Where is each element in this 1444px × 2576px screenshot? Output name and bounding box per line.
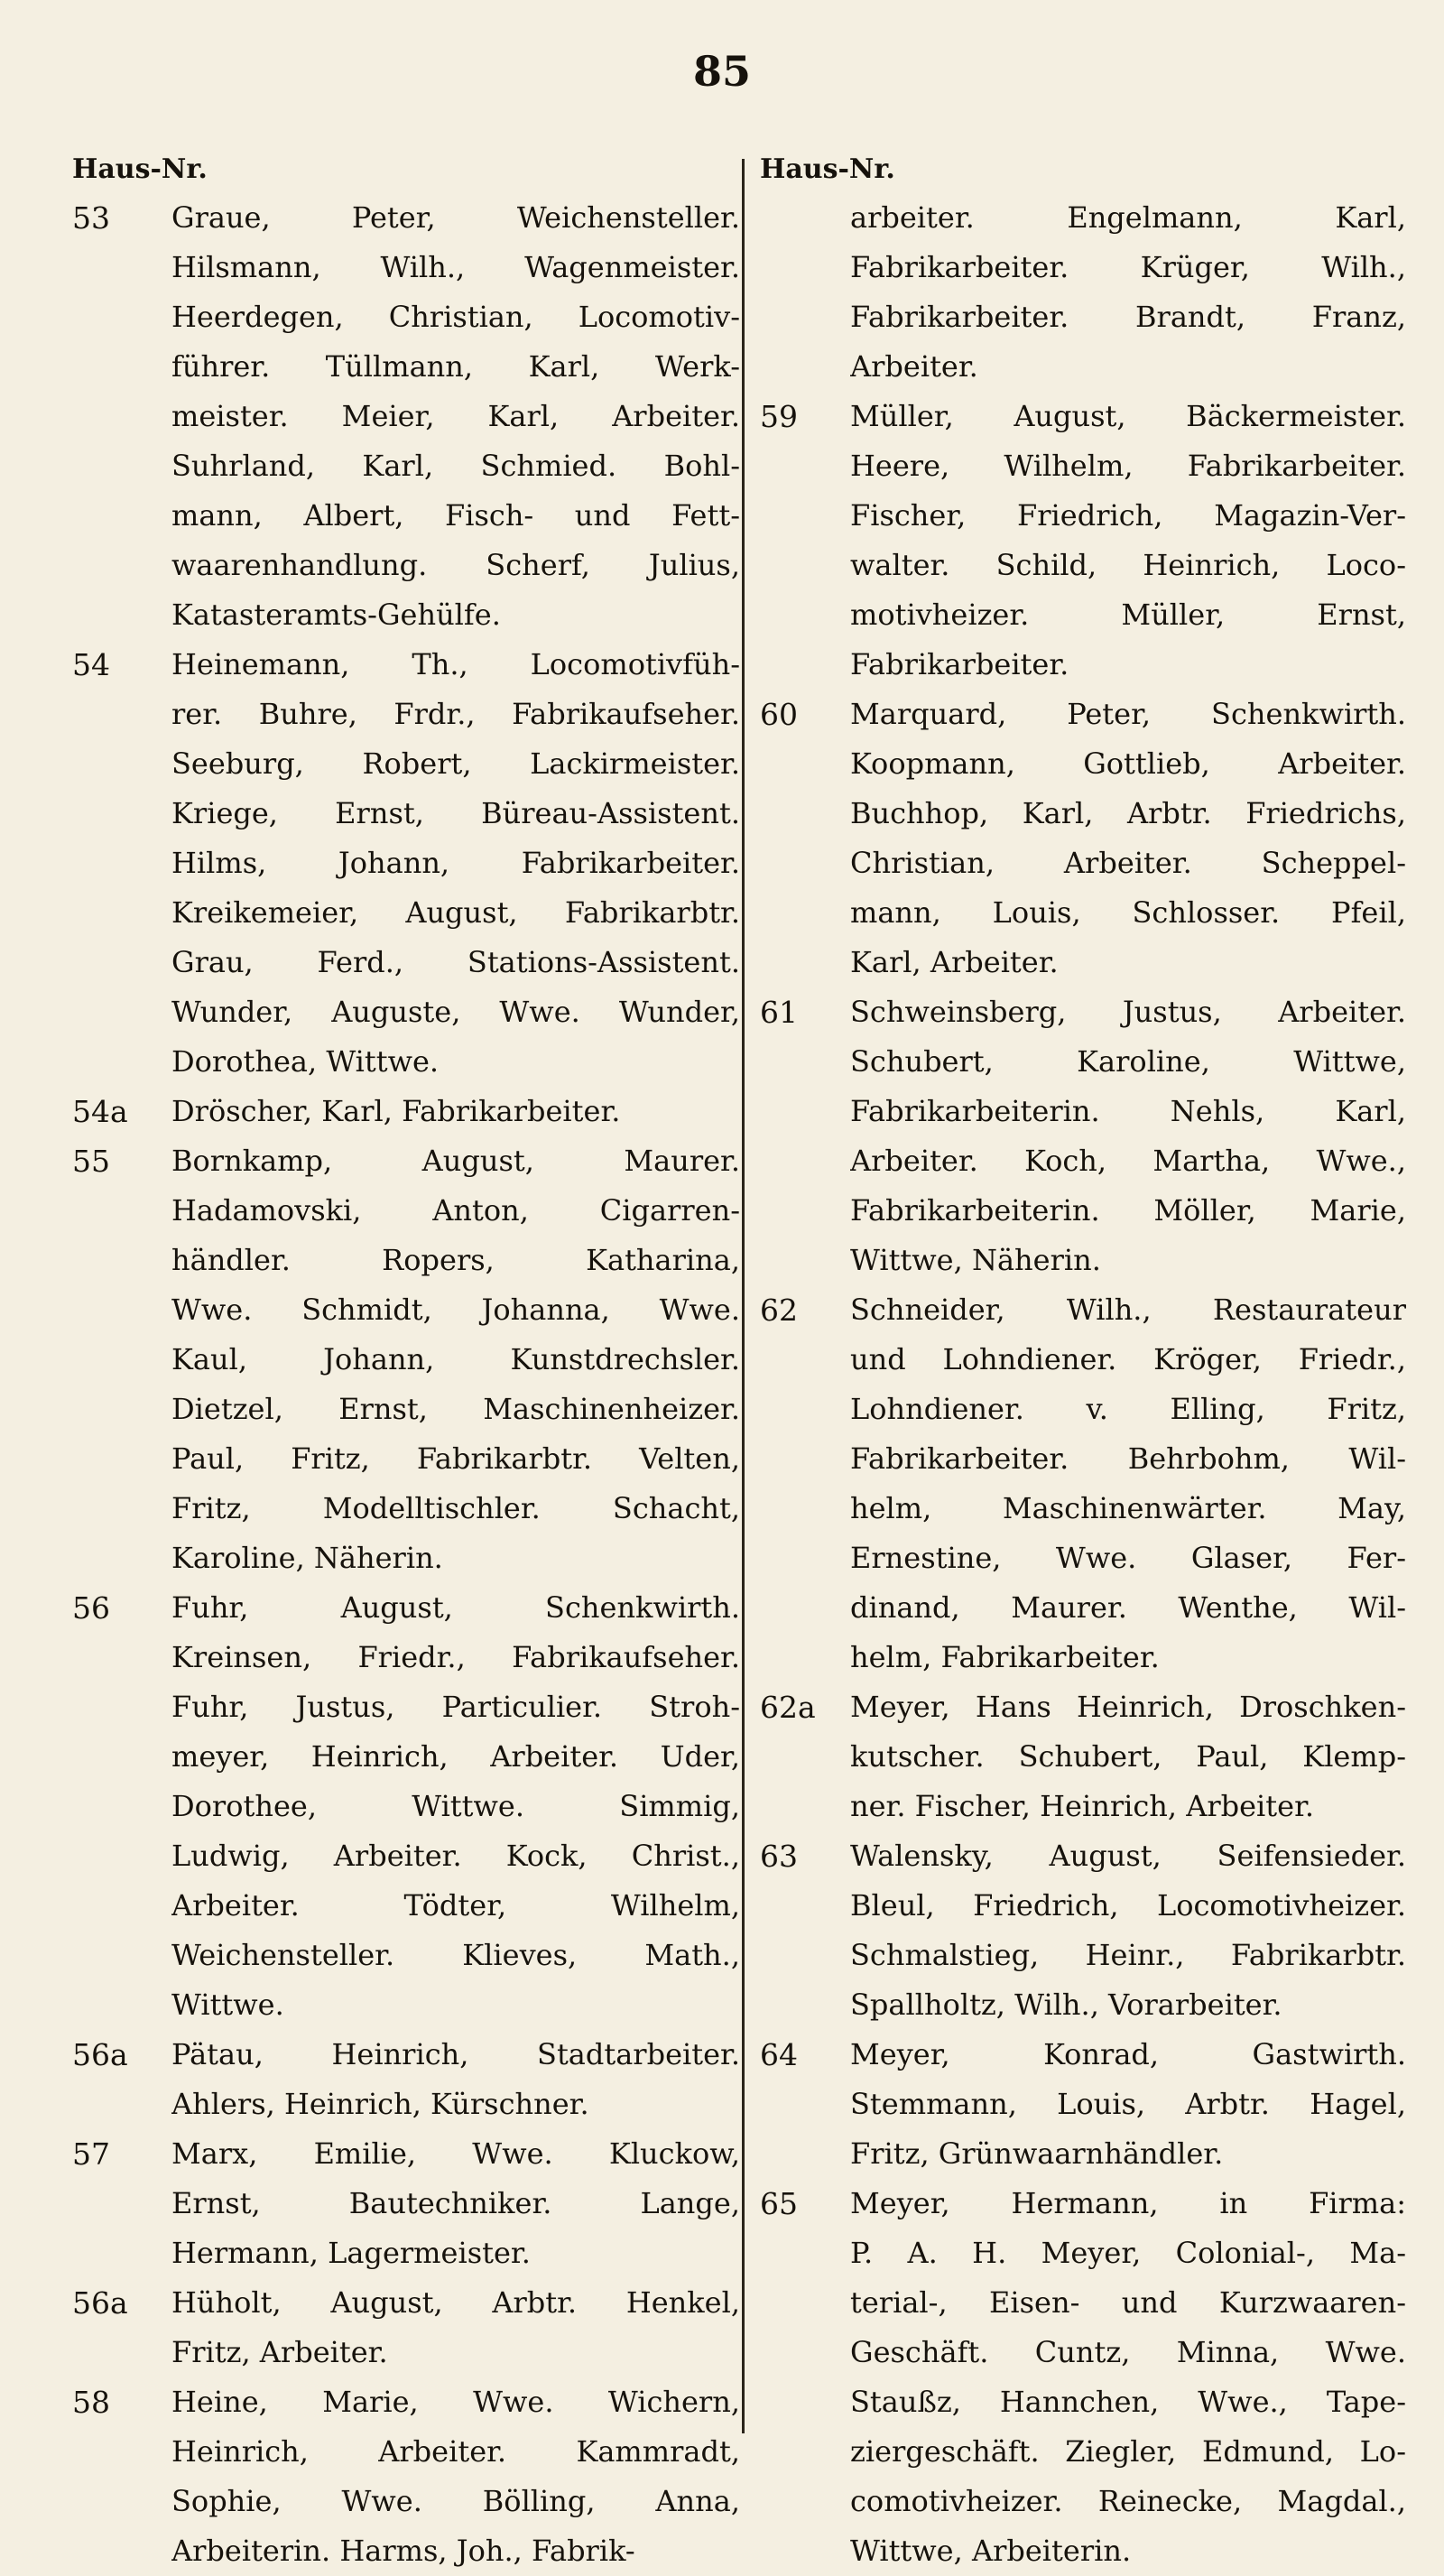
- text-line: Pätau, Heinrich, Stadtarbeiter.: [171, 2037, 740, 2071]
- text-line: meyer, Heinrich, Arbeiter. Uder,: [171, 1739, 740, 1774]
- resident-text: [850, 1831, 1406, 2030]
- house-number: 54a: [72, 1094, 128, 1129]
- text-line: Meyer, Hermann, in Firma:: [850, 2186, 1406, 2220]
- text-line: waarenhandlung. Scherf, Julius,: [171, 548, 740, 582]
- resident-text: [171, 1583, 740, 2030]
- text-line: arbeiter. Engelmann, Karl,: [850, 200, 1406, 235]
- text-line: Dorothea, Wittwe.: [171, 1044, 440, 1079]
- house-entry: [72, 2129, 740, 2278]
- text-line: Kaul, Johann, Kunstdrechsler.: [171, 1342, 740, 1376]
- text-line: Kreikemeier, August, Fabrikarbtr.: [171, 895, 740, 930]
- house-number: 58: [72, 2385, 110, 2420]
- text-line: und Lohndiener. Kröger, Friedr.,: [850, 1342, 1406, 1376]
- house-number: 54: [72, 647, 110, 682]
- text-line: walter. Schild, Heinrich, Loco-: [850, 548, 1406, 582]
- text-line: Arbeiterin. Harms, Joh., Fabrik-: [171, 2534, 635, 2568]
- text-line: Heerdegen, Christian, Locomotiv-: [171, 300, 740, 334]
- page-number: 85: [692, 47, 751, 96]
- text-line: Fritz, Modelltischler. Schacht,: [171, 1491, 740, 1525]
- text-line: Marx, Emilie, Wwe. Kluckow,: [171, 2136, 740, 2171]
- text-line: Schubert, Karoline, Wittwe,: [850, 1044, 1406, 1079]
- text-line: Dröscher, Karl, Fabrikarbeiter.: [171, 1094, 621, 1128]
- house-number: 64: [760, 2037, 798, 2072]
- text-line: Fabrikarbeiterin. Nehls, Karl,: [850, 1094, 1406, 1128]
- text-line: Hilsmann, Wilh., Wagenmeister.: [171, 250, 740, 284]
- text-line: Karl, Arbeiter.: [850, 945, 1059, 979]
- house-number: 59: [760, 399, 798, 434]
- text-line: Fabrikarbeiterin. Möller, Marie,: [850, 1193, 1406, 1228]
- text-line: motivheizer. Müller, Ernst,: [850, 598, 1406, 632]
- text-line: helm, Maschinenwärter. May,: [850, 1491, 1406, 1525]
- house-entry: [760, 987, 1406, 1285]
- text-line: Wittwe, Näherin.: [850, 1243, 1101, 1277]
- text-line: Meyer, Hans Heinrich, Droschken-: [850, 1690, 1406, 1724]
- text-line: P. A. H. Meyer, Colonial-, Ma-: [850, 2236, 1406, 2270]
- resident-text: [171, 2377, 740, 2576]
- house-entry: [72, 2030, 740, 2129]
- text-line: Christian, Arbeiter. Scheppel-: [850, 846, 1406, 880]
- text-line: Heinemann, Th., Locomotivfüh-: [171, 647, 740, 681]
- house-entry: [72, 2278, 740, 2377]
- text-line: Staußz, Hannchen, Wwe., Tape-: [850, 2385, 1406, 2419]
- house-entry: [760, 1682, 1406, 1831]
- house-entry: [760, 193, 1406, 392]
- text-line: Hermann, Lagermeister.: [171, 2236, 531, 2270]
- right-column: [760, 152, 1406, 2576]
- text-line: Arbeiter. Tödter, Wilhelm,: [171, 1888, 740, 1923]
- text-line: rer. Buhre, Frdr., Fabrikaufseher.: [171, 697, 740, 731]
- house-number: 62: [760, 1293, 798, 1328]
- house-number: 63: [760, 1839, 798, 1874]
- house-entry: [760, 1831, 1406, 2030]
- text-line: Stemmann, Louis, Arbtr. Hagel,: [850, 2087, 1406, 2121]
- text-line: Spallholtz, Wilh., Vorarbeiter.: [850, 1988, 1282, 2022]
- resident-text: [850, 987, 1406, 1285]
- text-line: Karoline, Näherin.: [171, 1541, 443, 1575]
- text-line: Lohndiener. v. Elling, Fritz,: [850, 1392, 1406, 1426]
- text-line: Bleul, Friedrich, Locomotivheizer.: [850, 1888, 1406, 1923]
- text-line: Fabrikarbeiter. Krüger, Wilh.,: [850, 250, 1406, 284]
- text-line: Arbeiter.: [850, 349, 978, 384]
- text-line: Fischer, Friedrich, Magazin-Ver-: [850, 498, 1406, 533]
- resident-text: [850, 2030, 1406, 2179]
- text-line: Seeburg, Robert, Lackirmeister.: [171, 746, 740, 781]
- text-line: Arbeiter. Koch, Martha, Wwe.,: [850, 1144, 1406, 1178]
- text-line: Bornkamp, August, Maurer.: [171, 1144, 740, 1178]
- house-entry: [72, 193, 740, 640]
- text-line: Wittwe.: [171, 1988, 284, 2022]
- text-line: Meyer, Konrad, Gastwirth.: [850, 2037, 1406, 2071]
- text-line: Schweinsberg, Justus, Arbeiter.: [850, 995, 1406, 1029]
- house-entry: [72, 1136, 740, 1583]
- house-entry: [72, 2377, 740, 2576]
- resident-text: [850, 1682, 1406, 1831]
- column-divider: [742, 159, 745, 2433]
- house-number: 56: [72, 1590, 110, 1626]
- text-line: Wittwe, Arbeiterin.: [850, 2534, 1132, 2568]
- column-header: Haus-Nr.: [760, 153, 895, 185]
- resident-text: [171, 1136, 740, 1583]
- text-line: Fuhr, Justus, Particulier. Stroh-: [171, 1690, 740, 1724]
- text-line: Weichensteller. Klieves, Math.,: [171, 1938, 740, 1972]
- text-line: Wunder, Auguste, Wwe. Wunder,: [171, 995, 740, 1029]
- house-number: 65: [760, 2186, 798, 2221]
- text-line: Kreinsen, Friedr., Fabrikaufseher.: [171, 1640, 740, 1674]
- text-line: Ludwig, Arbeiter. Kock, Christ.,: [171, 1839, 740, 1873]
- text-line: meister. Meier, Karl, Arbeiter.: [171, 399, 740, 433]
- text-line: Ernst, Bautechniker. Lange,: [171, 2186, 740, 2220]
- text-line: führer. Tüllmann, Karl, Werk-: [171, 349, 740, 384]
- left-column: [72, 152, 740, 2576]
- text-line: Buchhop, Karl, Arbtr. Friedrichs,: [850, 796, 1406, 830]
- text-line: helm, Fabrikarbeiter.: [850, 1640, 1160, 1674]
- house-entry: [760, 392, 1406, 690]
- resident-text: [171, 193, 740, 640]
- house-number: 53: [72, 200, 110, 236]
- text-line: Marquard, Peter, Schenkwirth.: [850, 697, 1406, 731]
- text-line: comotivheizer. Reinecke, Magdal.,: [850, 2484, 1406, 2518]
- text-line: Hilms, Johann, Fabrikarbeiter.: [171, 846, 740, 880]
- house-entry: [760, 2030, 1406, 2179]
- text-line: Müller, August, Bäckermeister.: [850, 399, 1406, 433]
- text-line: kutscher. Schubert, Paul, Klemp-: [850, 1739, 1406, 1774]
- text-line: Wwe. Schmidt, Johanna, Wwe.: [171, 1293, 740, 1327]
- text-line: Grau, Ferd., Stations-Assistent.: [171, 945, 740, 979]
- house-entry: [72, 1087, 740, 1136]
- text-line: Heinrich, Arbeiter. Kammradt,: [171, 2434, 740, 2469]
- text-line: Katasteramts-Gehülfe.: [171, 598, 501, 632]
- house-number: 62a: [760, 1690, 816, 1725]
- text-line: ziergeschäft. Ziegler, Edmund, Lo-: [850, 2434, 1406, 2469]
- resident-text: [171, 2129, 740, 2278]
- text-line: mann, Louis, Schlosser. Pfeil,: [850, 895, 1406, 930]
- text-line: terial-, Eisen- und Kurzwaaren-: [850, 2285, 1406, 2320]
- text-line: Schneider, Wilh., Restaurateur: [850, 1293, 1406, 1327]
- house-entry: [760, 1285, 1406, 1682]
- text-line: dinand, Maurer. Wenthe, Wil-: [850, 1590, 1406, 1625]
- house-number: 56a: [72, 2037, 128, 2072]
- text-line: Walensky, August, Seifensieder.: [850, 1839, 1406, 1873]
- text-line: Graue, Peter, Weichensteller.: [171, 200, 740, 235]
- text-line: Dorothee, Wittwe. Simmig,: [171, 1789, 740, 1823]
- house-entry: [72, 640, 740, 1087]
- text-line: Dietzel, Ernst, Maschinenheizer.: [171, 1392, 740, 1426]
- text-line: Hadamovski, Anton, Cigarren-: [171, 1193, 740, 1228]
- house-number: 56a: [72, 2285, 128, 2321]
- resident-text: [171, 640, 740, 1087]
- text-line: Heine, Marie, Wwe. Wichern,: [171, 2385, 740, 2419]
- resident-text: [850, 392, 1406, 690]
- resident-text: [850, 1285, 1406, 1682]
- house-number: 57: [72, 2136, 110, 2172]
- text-line: Fritz, Arbeiter.: [171, 2335, 388, 2369]
- text-line: Sophie, Wwe. Bölling, Anna,: [171, 2484, 740, 2518]
- text-line: Kriege, Ernst, Büreau-Assistent.: [171, 796, 740, 830]
- text-line: Fabrikarbeiter. Brandt, Franz,: [850, 300, 1406, 334]
- text-line: Fabrikarbeiter.: [850, 647, 1069, 681]
- text-line: ner. Fischer, Heinrich, Arbeiter.: [850, 1789, 1315, 1823]
- resident-text: [850, 2179, 1406, 2576]
- house-number: 55: [72, 1144, 110, 1179]
- text-line: Fuhr, August, Schenkwirth.: [171, 1590, 740, 1625]
- text-line: Suhrland, Karl, Schmied. Bohl-: [171, 449, 740, 483]
- text-line: Geschäft. Cuntz, Minna, Wwe.: [850, 2335, 1406, 2369]
- text-line: Paul, Fritz, Fabrikarbtr. Velten,: [171, 1441, 740, 1476]
- column-header: Haus-Nr.: [72, 153, 208, 185]
- text-line: Ahlers, Heinrich, Kürschner.: [171, 2087, 589, 2121]
- text-line: händler. Ropers, Katharina,: [171, 1243, 740, 1277]
- resident-text: [850, 690, 1406, 987]
- resident-text: [850, 193, 1406, 392]
- text-line: Koopmann, Gottlieb, Arbeiter.: [850, 746, 1406, 781]
- house-number: 61: [760, 995, 798, 1030]
- house-entry: [760, 690, 1406, 987]
- text-line: Fabrikarbeiter. Behrbohm, Wil-: [850, 1441, 1406, 1476]
- text-line: Heere, Wilhelm, Fabrikarbeiter.: [850, 449, 1406, 483]
- text-line: mann, Albert, Fisch- und Fett-: [171, 498, 740, 533]
- house-entry: [72, 1583, 740, 2030]
- resident-text: [171, 1087, 740, 1136]
- text-line: Schmalstieg, Heinr., Fabrikarbtr.: [850, 1938, 1406, 1972]
- text-line: Ernestine, Wwe. Glaser, Fer-: [850, 1541, 1406, 1575]
- resident-text: [171, 2030, 740, 2129]
- text-line: Hüholt, August, Arbtr. Henkel,: [171, 2285, 740, 2320]
- house-entry: [760, 2179, 1406, 2576]
- house-number: 60: [760, 697, 798, 732]
- text-line: Fritz, Grünwaarnhändler.: [850, 2136, 1224, 2171]
- resident-text: [171, 2278, 740, 2377]
